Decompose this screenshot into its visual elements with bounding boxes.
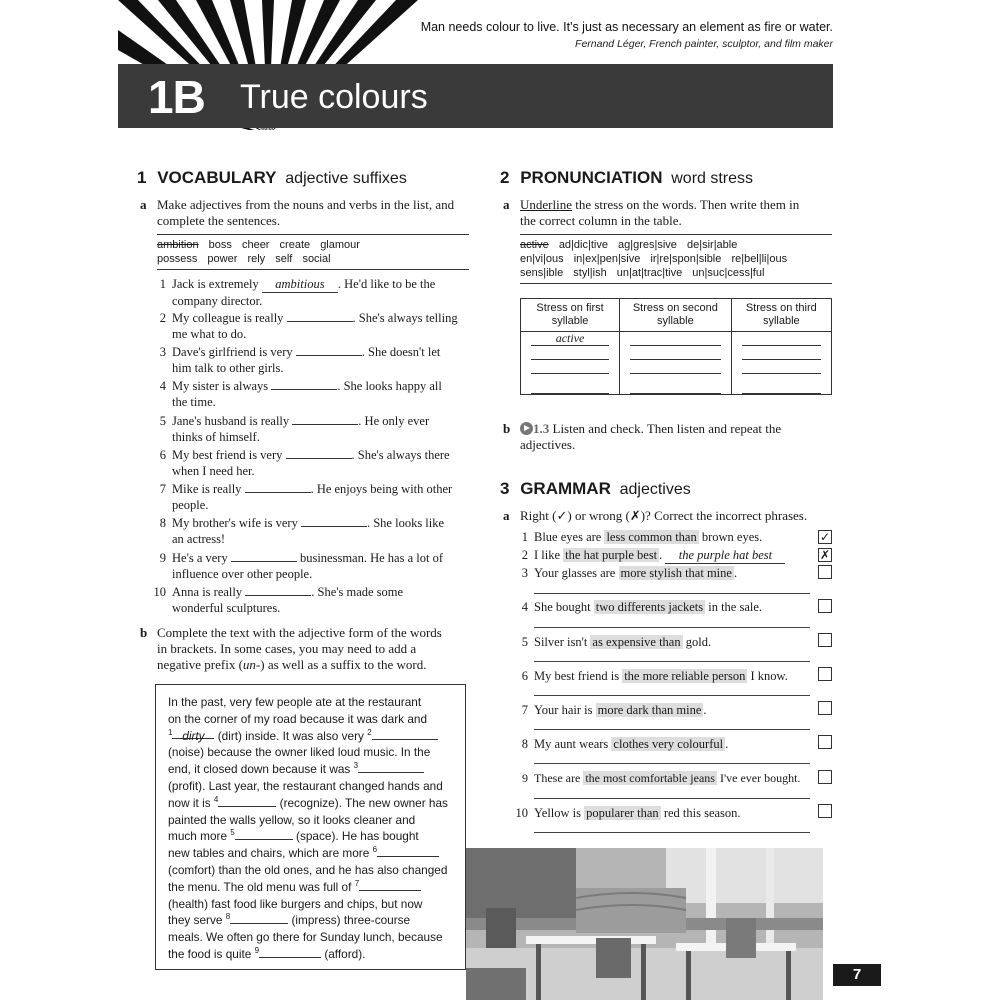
exercise-letter: a — [503, 197, 510, 212]
item-text: Blue eyes are — [534, 530, 602, 544]
track-number: 1.3 — [533, 421, 550, 436]
item-number: 6 — [159, 448, 166, 462]
checkbox[interactable] — [818, 667, 832, 681]
section-subtitle: adjectives — [619, 481, 691, 498]
table-cell[interactable] — [731, 346, 831, 360]
gap-blank[interactable] — [359, 880, 421, 891]
item-text: My aunt wears — [534, 737, 609, 751]
table-cell[interactable] — [620, 332, 732, 347]
gap-number: 6 — [372, 845, 378, 855]
checkbox-right[interactable]: ✓ — [819, 530, 831, 544]
table-cell[interactable] — [731, 332, 831, 347]
instr-underline: Underline — [520, 197, 572, 212]
table-cell[interactable] — [620, 360, 732, 374]
grammar-item — [521, 702, 707, 718]
exercise-instruction — [157, 625, 477, 673]
item-text-before: Dave's girlfriend is very — [172, 345, 293, 359]
item-number: 6 — [521, 669, 528, 683]
text-line: (noise) because the owner liked loud music. In the — [168, 745, 431, 760]
text-line: they serve — [168, 913, 223, 928]
checkbox[interactable] — [818, 565, 832, 579]
answer-blank[interactable] — [231, 550, 297, 562]
item-number: 5 — [159, 414, 166, 428]
item-text-after: businessman. He has a lot of — [299, 551, 443, 565]
grammar-item — [521, 565, 738, 581]
cell-line: active — [531, 332, 609, 346]
answer-blank[interactable] — [296, 344, 362, 356]
text-line: on the corner of my road because it was dark and — [168, 711, 428, 726]
word-item: en|vi|ous — [520, 253, 564, 265]
text-line: the menu. The old menu was full of — [168, 879, 352, 894]
grammar-item — [521, 634, 712, 650]
word-item: power — [207, 253, 238, 265]
quote-text: Man needs colour to live. It's just as necessary an element as fire or water. — [420, 20, 833, 34]
cell-line — [630, 332, 721, 346]
text-line: (comfort) than the old ones, and he has also changed — [168, 862, 448, 877]
item-number: 1 — [159, 277, 166, 291]
item-text: . — [703, 703, 707, 717]
item-text-line2: people. — [172, 498, 209, 512]
text-line: much more — [168, 829, 228, 844]
section-number: 2 — [500, 168, 510, 187]
word-item: self — [275, 253, 293, 265]
word-item: boss — [208, 239, 232, 251]
correction-line[interactable] — [534, 593, 810, 594]
answer-blank[interactable]: ambitious — [262, 276, 338, 293]
item-text: . — [659, 548, 663, 562]
word-item: active — [520, 239, 549, 251]
text-line: painted the walls yellow, so it looks cleaner and — [168, 812, 416, 827]
table-header: Stress on second syllable — [620, 299, 732, 332]
text-line: In the past, very few people ate at the restaurant — [168, 695, 422, 709]
text-line: (impress) three-course — [291, 913, 411, 928]
checkbox[interactable] — [818, 599, 832, 613]
item-text-line2: wonderful sculptures. — [172, 601, 281, 615]
item-text: . — [733, 566, 738, 580]
item-text-line2: him talk to other girls. — [172, 361, 284, 375]
grammar-item — [522, 770, 801, 786]
gap-blank[interactable] — [259, 947, 321, 958]
audio-play-icon[interactable] — [520, 422, 533, 435]
highlighted-phrase: more dark than mine — [597, 703, 702, 717]
table-cell[interactable] — [521, 360, 620, 374]
exercise-instruction: Make adjectives from the nouns and verbs in the list, and complete the sentences. — [157, 197, 455, 228]
answer-blank[interactable] — [286, 447, 352, 459]
vocab-item — [153, 584, 472, 616]
instr-line: the stress on the words. Then write them in — [575, 197, 800, 212]
table-cell[interactable] — [731, 360, 831, 374]
gap-number: 1 — [168, 727, 173, 737]
vocab-item — [159, 515, 472, 547]
gap-blank[interactable] — [230, 913, 288, 924]
word-item: un|at|trac|tive — [616, 267, 683, 279]
word-item: re|bel|li|ous — [731, 253, 788, 265]
item-text-line2: an actress! — [172, 532, 226, 546]
item-number: 9 — [522, 771, 528, 785]
table-header: Stress on third syllable — [731, 299, 831, 332]
restaurant-photo — [466, 848, 823, 1000]
item-text-line2: influence over other people. — [172, 567, 313, 581]
instr-line: negative prefix ( — [157, 657, 243, 672]
table-cell[interactable] — [731, 374, 831, 394]
gap-blank[interactable] — [377, 846, 439, 857]
exercise-instruction: Right (✓) or wrong (✗)? Correct the incorrect phrases. — [520, 508, 808, 523]
answer-blank[interactable] — [292, 413, 358, 425]
correction-line[interactable] — [534, 729, 810, 730]
word-item: ir|re|spon|sible — [650, 253, 722, 265]
item-text: Yellow is — [534, 806, 582, 820]
cell-line — [531, 346, 609, 360]
gap-answer[interactable]: dirty — [172, 728, 214, 739]
text-line: new tables and chairs, which are more — [168, 846, 370, 861]
item-text-before: Jane's husband is really — [172, 414, 290, 428]
text-line: (space). He has bought — [296, 829, 419, 844]
exercise-letter: a — [503, 508, 510, 523]
unit-number: 1B — [148, 71, 205, 123]
word-item: cheer — [241, 239, 270, 251]
cell-line — [531, 380, 609, 394]
item-number: 8 — [159, 516, 166, 530]
word-item: possess — [157, 253, 198, 265]
highlighted-phrase: as expensive than — [592, 635, 681, 649]
cell-line — [742, 346, 821, 360]
item-text-line2: thinks of himself. — [172, 430, 260, 444]
word-item: ambition — [157, 239, 199, 251]
answer-blank[interactable] — [245, 584, 311, 596]
answer-blank[interactable] — [301, 515, 367, 527]
item-text-before: My brother's wife is very — [172, 516, 298, 530]
text-line: (dirt) inside. It was also very — [217, 728, 364, 743]
section-subtitle: adjective suffixes — [285, 170, 407, 187]
word-item: ag|gres|sive — [618, 239, 677, 251]
vocab-item — [159, 550, 472, 582]
exercise-letter: b — [140, 625, 148, 640]
grammar-item — [521, 736, 729, 752]
table-cell[interactable] — [521, 374, 620, 394]
cell-line — [742, 380, 821, 394]
word-item: styl|ish — [573, 267, 607, 279]
page-number: 7 — [833, 964, 881, 986]
item-text-after: . She's made some — [311, 585, 404, 599]
item-number: 2 — [521, 548, 528, 562]
exercise-instruction — [520, 421, 835, 453]
item-text: . — [725, 737, 729, 751]
pronunciation-heading — [500, 168, 753, 188]
item-number: 3 — [521, 566, 528, 580]
stress-word-list — [520, 234, 832, 284]
grammar-item — [515, 805, 741, 821]
checkbox-wrong[interactable]: ✗ — [819, 548, 831, 562]
text-line: (health) fast food like burgers and chips, but now — [168, 896, 423, 911]
text-line: now it is — [168, 795, 211, 810]
highlighted-phrase: more stylish that mine — [620, 566, 732, 580]
item-text: gold. — [685, 635, 712, 649]
item-text: She bought — [534, 600, 591, 614]
cell-line — [531, 360, 609, 374]
table-cell[interactable] — [521, 332, 620, 347]
table-cell[interactable] — [620, 374, 732, 394]
grammar-item — [521, 547, 785, 564]
text-line: meals. We often go there for Sunday lunch, because — [168, 930, 443, 945]
item-text: I like — [534, 548, 561, 562]
correction-answer[interactable]: the purple hat best — [665, 547, 785, 564]
vocab-item — [159, 447, 472, 479]
instr-line: in brackets. In some cases, you may need to add a — [157, 641, 417, 656]
item-number: 2 — [159, 311, 166, 325]
checkbox[interactable] — [818, 701, 832, 715]
cell-line — [630, 380, 721, 394]
epigraph-quote — [421, 20, 833, 50]
section-title: VOCABULARY — [157, 168, 277, 187]
item-text-before: Jack is extremely — [172, 277, 259, 291]
section-number: 3 — [500, 479, 510, 498]
grammar-item — [521, 668, 788, 684]
word-item: un|suc|cess|ful — [692, 267, 765, 279]
grammar-item — [521, 529, 763, 545]
item-text-before: He's a very — [172, 551, 228, 565]
instr-prefix: un- — [242, 657, 261, 672]
item-number: 5 — [521, 635, 528, 649]
word-item: ad|dic|tive — [558, 239, 608, 251]
item-text-line2: the time. — [172, 395, 216, 409]
word-item: glamour — [320, 239, 360, 251]
answer-blank[interactable] — [287, 310, 353, 322]
restaurant-text-box — [155, 684, 466, 970]
gap-number: 4 — [213, 794, 219, 804]
item-text-line2: company director. — [172, 294, 263, 308]
cell-line — [630, 346, 721, 360]
highlighted-phrase: the most comfortable jeans — [585, 771, 715, 785]
item-text: My best friend is — [534, 669, 620, 683]
highlighted-phrase: popularer than — [586, 806, 659, 820]
item-text: Your glasses are — [534, 566, 616, 580]
table-cell[interactable] — [620, 346, 732, 360]
item-text-before: Mike is really — [172, 482, 242, 496]
item-text-line2: when I need her. — [172, 464, 255, 478]
word-item: sens|ible — [520, 267, 564, 279]
item-number: 4 — [521, 600, 528, 614]
vocab-item — [159, 413, 472, 445]
text-line: (recognize). The new owner has — [279, 795, 448, 810]
checkbox[interactable] — [818, 770, 832, 784]
instr-line: the correct column in the table. — [520, 213, 682, 228]
item-text-before: My colleague is really — [172, 311, 284, 325]
section-subtitle: word stress — [671, 170, 754, 187]
vocab-item — [159, 378, 472, 410]
item-text-after: . He only ever — [358, 414, 430, 428]
quote-author: Fernand Léger, French painter, sculptor, and film maker — [575, 38, 833, 50]
vocab-item — [159, 276, 472, 309]
item-number: 3 — [159, 345, 166, 359]
item-text-after: . He enjoys being with other — [310, 482, 453, 496]
highlighted-phrase: less common than — [606, 530, 697, 544]
vocab-item — [159, 344, 472, 376]
item-number: 9 — [159, 551, 166, 565]
text-line: the food is quite — [168, 946, 252, 961]
correction-line[interactable] — [534, 661, 810, 662]
item-text-after: . She looks like — [366, 516, 445, 530]
text-line: (afford). — [324, 946, 366, 961]
gap-number: 7 — [354, 878, 360, 888]
text-line: end, it closed down because it was — [168, 762, 351, 777]
item-text-after: . He'd like to be the — [337, 277, 436, 291]
instr-line: ) as well as a suffix to the word. — [260, 657, 427, 672]
word-item: in|ex|pen|sive — [573, 253, 641, 265]
item-number: 7 — [521, 703, 528, 717]
word-item: rely — [247, 253, 266, 265]
word-list-box — [157, 234, 469, 270]
vocab-item — [159, 310, 472, 342]
cell-line — [630, 360, 721, 374]
checkbox[interactable] — [818, 804, 832, 818]
item-text: I know. — [750, 669, 788, 683]
item-number: 1 — [521, 530, 528, 544]
item-text: I've ever bought. — [719, 771, 801, 785]
item-text: red this season. — [663, 806, 741, 820]
gap-blank[interactable] — [235, 829, 293, 840]
correction-line[interactable] — [534, 832, 810, 833]
text-line: (profit). Last year, the restaurant changed hands and — [168, 778, 443, 793]
section-title: PRONUNCIATION — [520, 168, 663, 187]
correction-line[interactable] — [534, 695, 810, 696]
highlighted-phrase: two differents jackets — [595, 600, 704, 614]
word-item: create — [279, 239, 311, 251]
item-text-before: My sister is always — [172, 379, 269, 393]
section-number: 1 — [137, 168, 147, 187]
item-text: These are — [534, 771, 581, 785]
table-cell[interactable] — [521, 346, 620, 360]
instr-line: Listen and check. Then listen and repeat the — [552, 421, 782, 436]
item-number: 4 — [159, 379, 166, 393]
answer-blank[interactable] — [271, 378, 337, 390]
instr-line: Complete the text with the adjective form of the words — [157, 625, 442, 640]
gap-number: 5 — [230, 828, 235, 838]
correction-line[interactable] — [534, 627, 810, 628]
gap-number: 2 — [367, 727, 372, 737]
correction-line[interactable] — [534, 798, 810, 799]
item-text-after: . She's always telling — [352, 311, 458, 325]
gap-blank[interactable] — [358, 762, 424, 773]
table-header: Stress on first syllable — [521, 299, 620, 332]
item-text-after: . She doesn't let — [361, 345, 441, 359]
exercise-letter: a — [140, 197, 147, 212]
section-title: GRAMMAR — [520, 479, 611, 498]
item-number: 7 — [159, 482, 166, 496]
answer-blank[interactable] — [245, 481, 311, 493]
item-number: 10 — [515, 806, 528, 820]
instr-line: adjectives. — [520, 437, 576, 452]
vocab-item — [159, 481, 472, 513]
word-item: social — [302, 253, 331, 265]
item-text-after: . She's always there — [351, 448, 450, 462]
item-text: Silver isn't — [534, 635, 588, 649]
checkbox[interactable] — [818, 735, 832, 749]
item-text: brown eyes. — [701, 530, 763, 544]
grammar-heading — [500, 479, 691, 499]
item-number: 8 — [521, 737, 528, 751]
item-number: 10 — [153, 585, 166, 599]
gap-number: 8 — [225, 912, 231, 922]
highlighted-phrase: the hat purple best — [565, 548, 658, 562]
unit-title-bar — [118, 64, 833, 128]
gap-blank[interactable] — [218, 796, 276, 807]
vocabulary-heading — [137, 168, 407, 188]
stress-table — [520, 298, 832, 395]
item-text-after: . She looks happy all — [337, 379, 442, 393]
correction-line[interactable] — [534, 763, 810, 764]
grammar-item — [521, 599, 763, 615]
word-item: de|sir|able — [687, 239, 738, 251]
item-text-before: My best friend is very — [172, 448, 283, 462]
exercise-instruction — [520, 197, 835, 229]
cell-line — [742, 360, 821, 374]
item-text-before: Anna is really — [172, 585, 243, 599]
highlighted-phrase: the more reliable person — [624, 669, 746, 683]
item-text: Your hair is — [534, 703, 593, 717]
item-text-line2: me what to do. — [172, 327, 247, 341]
exercise-letter: b — [503, 421, 511, 436]
highlighted-phrase: clothes very colourful — [613, 737, 724, 751]
gap-number: 9 — [254, 946, 260, 956]
cell-line — [742, 332, 821, 346]
checkbox[interactable] — [818, 633, 832, 647]
unit-title: True colours — [240, 78, 428, 116]
item-text: in the sale. — [708, 600, 763, 614]
gap-blank[interactable] — [372, 729, 438, 740]
gap-number: 3 — [353, 761, 359, 771]
